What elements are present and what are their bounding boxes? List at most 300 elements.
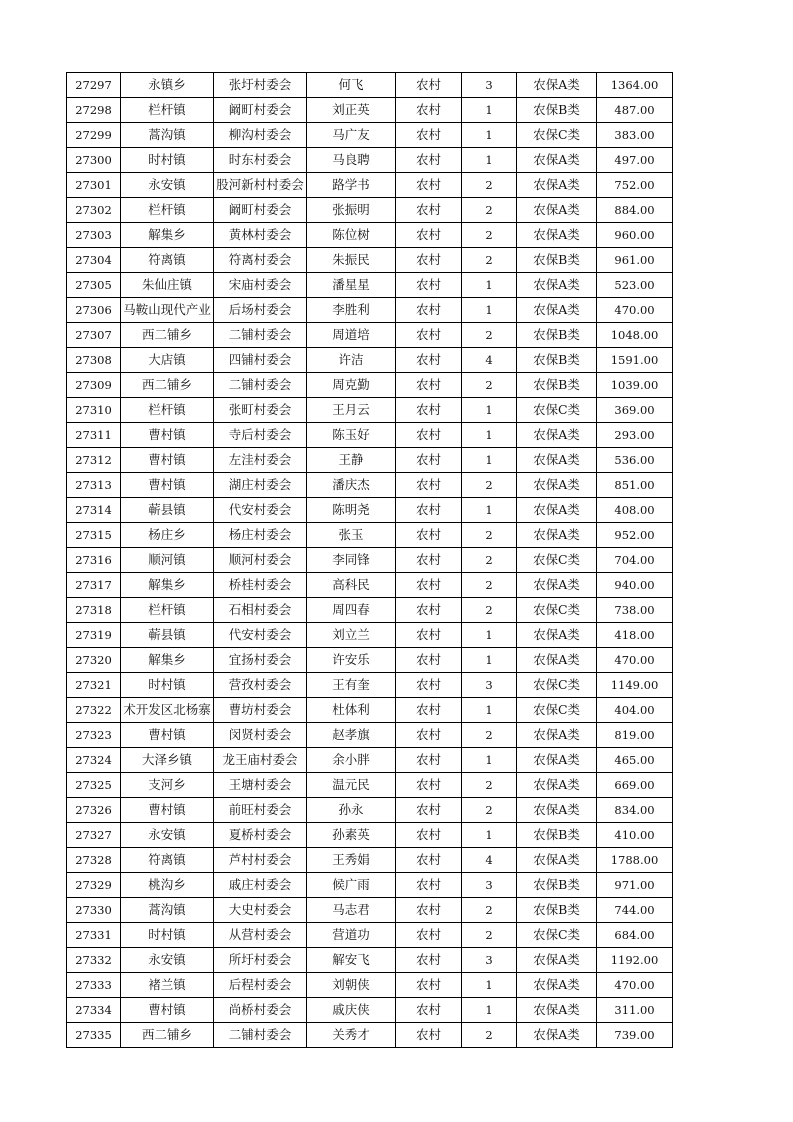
town-cell: 支河乡 bbox=[121, 773, 214, 798]
amount-cell: 383.00 bbox=[597, 123, 673, 148]
insurance-category-cell: 农保C类 bbox=[517, 923, 597, 948]
household-count-cell: 3 bbox=[462, 673, 517, 698]
village-committee-cell: 黄林村委会 bbox=[214, 223, 307, 248]
village-committee-cell: 二铺村委会 bbox=[214, 1023, 307, 1048]
household-count-cell: 2 bbox=[462, 523, 517, 548]
record-id-cell: 27324 bbox=[67, 748, 121, 773]
amount-cell: 523.00 bbox=[597, 273, 673, 298]
village-committee-cell: 代安村委会 bbox=[214, 623, 307, 648]
table-row bbox=[67, 1023, 673, 1048]
village-committee-cell: 股河新村村委会 bbox=[214, 173, 307, 198]
person-name-cell: 周克勤 bbox=[307, 373, 396, 398]
area-type-cell: 农村 bbox=[396, 473, 462, 498]
table-row bbox=[67, 773, 673, 798]
record-id-cell: 27309 bbox=[67, 373, 121, 398]
table-row bbox=[67, 348, 673, 373]
area-type-cell: 农村 bbox=[396, 698, 462, 723]
insurance-category-cell: 农保C类 bbox=[517, 123, 597, 148]
amount-cell: 465.00 bbox=[597, 748, 673, 773]
amount-cell: 669.00 bbox=[597, 773, 673, 798]
area-type-cell: 农村 bbox=[396, 1023, 462, 1048]
area-type-cell: 农村 bbox=[396, 298, 462, 323]
household-count-cell: 1 bbox=[462, 298, 517, 323]
amount-cell: 410.00 bbox=[597, 823, 673, 848]
village-committee-cell: 张圩村委会 bbox=[214, 73, 307, 98]
village-committee-cell: 芦村村委会 bbox=[214, 848, 307, 873]
record-id-cell: 27300 bbox=[67, 148, 121, 173]
amount-cell: 369.00 bbox=[597, 398, 673, 423]
household-count-cell: 1 bbox=[462, 98, 517, 123]
town-cell: 栏杆镇 bbox=[121, 98, 214, 123]
amount-cell: 738.00 bbox=[597, 598, 673, 623]
town-cell: 栏杆镇 bbox=[121, 198, 214, 223]
household-count-cell: 2 bbox=[462, 223, 517, 248]
table-row bbox=[67, 248, 673, 273]
household-count-cell: 3 bbox=[462, 73, 517, 98]
table-row bbox=[67, 723, 673, 748]
insurance-category-cell: 农保B类 bbox=[517, 873, 597, 898]
amount-cell: 961.00 bbox=[597, 248, 673, 273]
record-id-cell: 27310 bbox=[67, 398, 121, 423]
table-row bbox=[67, 323, 673, 348]
table-row bbox=[67, 98, 673, 123]
record-id-cell: 27317 bbox=[67, 573, 121, 598]
amount-cell: 884.00 bbox=[597, 198, 673, 223]
area-type-cell: 农村 bbox=[396, 148, 462, 173]
table-row bbox=[67, 448, 673, 473]
town-cell: 杨庄乡 bbox=[121, 523, 214, 548]
household-count-cell: 1 bbox=[462, 748, 517, 773]
village-committee-cell: 桥桂村委会 bbox=[214, 573, 307, 598]
insurance-category-cell: 农保A类 bbox=[517, 148, 597, 173]
table-row bbox=[67, 923, 673, 948]
person-name-cell: 杜体利 bbox=[307, 698, 396, 723]
person-name-cell: 许安乐 bbox=[307, 648, 396, 673]
town-cell: 西二铺乡 bbox=[121, 373, 214, 398]
amount-cell: 418.00 bbox=[597, 623, 673, 648]
village-committee-cell: 张町村委会 bbox=[214, 398, 307, 423]
person-name-cell: 陈位树 bbox=[307, 223, 396, 248]
person-name-cell: 何飞 bbox=[307, 73, 396, 98]
person-name-cell: 戚庆侠 bbox=[307, 998, 396, 1023]
table-row bbox=[67, 748, 673, 773]
table-row bbox=[67, 623, 673, 648]
table-row bbox=[67, 73, 673, 98]
table-row bbox=[67, 423, 673, 448]
area-type-cell: 农村 bbox=[396, 398, 462, 423]
insurance-category-cell: 农保A类 bbox=[517, 423, 597, 448]
person-name-cell: 潘星星 bbox=[307, 273, 396, 298]
amount-cell: 940.00 bbox=[597, 573, 673, 598]
village-committee-cell: 曹坊村委会 bbox=[214, 698, 307, 723]
village-committee-cell: 二铺村委会 bbox=[214, 373, 307, 398]
person-name-cell: 温元民 bbox=[307, 773, 396, 798]
insurance-category-cell: 农保A类 bbox=[517, 648, 597, 673]
records-table bbox=[66, 72, 673, 1048]
area-type-cell: 农村 bbox=[396, 198, 462, 223]
table-row bbox=[67, 573, 673, 598]
village-committee-cell: 夏桥村委会 bbox=[214, 823, 307, 848]
village-committee-cell: 阚町村委会 bbox=[214, 198, 307, 223]
person-name-cell: 路学书 bbox=[307, 173, 396, 198]
town-cell: 曹村镇 bbox=[121, 448, 214, 473]
record-id-cell: 27308 bbox=[67, 348, 121, 373]
area-type-cell: 农村 bbox=[396, 598, 462, 623]
record-id-cell: 27305 bbox=[67, 273, 121, 298]
insurance-category-cell: 农保A类 bbox=[517, 448, 597, 473]
person-name-cell: 解安飞 bbox=[307, 948, 396, 973]
amount-cell: 1788.00 bbox=[597, 848, 673, 873]
person-name-cell: 王月云 bbox=[307, 398, 396, 423]
table-row bbox=[67, 298, 673, 323]
record-id-cell: 27319 bbox=[67, 623, 121, 648]
table-row bbox=[67, 848, 673, 873]
amount-cell: 408.00 bbox=[597, 498, 673, 523]
amount-cell: 684.00 bbox=[597, 923, 673, 948]
town-cell: 永安镇 bbox=[121, 823, 214, 848]
amount-cell: 1364.00 bbox=[597, 73, 673, 98]
area-type-cell: 农村 bbox=[396, 798, 462, 823]
area-type-cell: 农村 bbox=[396, 423, 462, 448]
town-cell: 桃沟乡 bbox=[121, 873, 214, 898]
town-cell: 顺河镇 bbox=[121, 548, 214, 573]
household-count-cell: 1 bbox=[462, 698, 517, 723]
amount-cell: 497.00 bbox=[597, 148, 673, 173]
amount-cell: 470.00 bbox=[597, 973, 673, 998]
area-type-cell: 农村 bbox=[396, 448, 462, 473]
area-type-cell: 农村 bbox=[396, 748, 462, 773]
household-count-cell: 1 bbox=[462, 398, 517, 423]
insurance-category-cell: 农保A类 bbox=[517, 198, 597, 223]
village-committee-cell: 杨庄村委会 bbox=[214, 523, 307, 548]
person-name-cell: 余小胖 bbox=[307, 748, 396, 773]
village-committee-cell: 后程村委会 bbox=[214, 973, 307, 998]
person-name-cell: 候广雨 bbox=[307, 873, 396, 898]
insurance-category-cell: 农保C类 bbox=[517, 698, 597, 723]
area-type-cell: 农村 bbox=[396, 898, 462, 923]
record-id-cell: 27332 bbox=[67, 948, 121, 973]
table-row bbox=[67, 823, 673, 848]
amount-cell: 470.00 bbox=[597, 298, 673, 323]
town-cell: 曹村镇 bbox=[121, 473, 214, 498]
person-name-cell: 营道功 bbox=[307, 923, 396, 948]
village-committee-cell: 所圩村委会 bbox=[214, 948, 307, 973]
table-row bbox=[67, 148, 673, 173]
household-count-cell: 1 bbox=[462, 823, 517, 848]
area-type-cell: 农村 bbox=[396, 673, 462, 698]
insurance-category-cell: 农保C类 bbox=[517, 548, 597, 573]
record-id-cell: 27325 bbox=[67, 773, 121, 798]
household-count-cell: 2 bbox=[462, 598, 517, 623]
town-cell: 马鞍山现代产业 bbox=[121, 298, 214, 323]
record-id-cell: 27312 bbox=[67, 448, 121, 473]
area-type-cell: 农村 bbox=[396, 373, 462, 398]
insurance-category-cell: 农保A类 bbox=[517, 573, 597, 598]
household-count-cell: 1 bbox=[462, 623, 517, 648]
area-type-cell: 农村 bbox=[396, 98, 462, 123]
amount-cell: 404.00 bbox=[597, 698, 673, 723]
person-name-cell: 李同锋 bbox=[307, 548, 396, 573]
household-count-cell: 1 bbox=[462, 448, 517, 473]
village-committee-cell: 尚桥村委会 bbox=[214, 998, 307, 1023]
amount-cell: 960.00 bbox=[597, 223, 673, 248]
insurance-category-cell: 农保A类 bbox=[517, 223, 597, 248]
area-type-cell: 农村 bbox=[396, 73, 462, 98]
town-cell: 术开发区北杨寨 bbox=[121, 698, 214, 723]
town-cell: 时村镇 bbox=[121, 673, 214, 698]
record-id-cell: 27328 bbox=[67, 848, 121, 873]
village-committee-cell: 龙王庙村委会 bbox=[214, 748, 307, 773]
record-id-cell: 27306 bbox=[67, 298, 121, 323]
record-id-cell: 27320 bbox=[67, 648, 121, 673]
insurance-category-cell: 农保A类 bbox=[517, 1023, 597, 1048]
record-id-cell: 27329 bbox=[67, 873, 121, 898]
insurance-category-cell: 农保A类 bbox=[517, 173, 597, 198]
person-name-cell: 刘朝侠 bbox=[307, 973, 396, 998]
village-committee-cell: 石相村委会 bbox=[214, 598, 307, 623]
household-count-cell: 1 bbox=[462, 973, 517, 998]
area-type-cell: 农村 bbox=[396, 923, 462, 948]
village-committee-cell: 二铺村委会 bbox=[214, 323, 307, 348]
person-name-cell: 孙素英 bbox=[307, 823, 396, 848]
town-cell: 时村镇 bbox=[121, 923, 214, 948]
village-committee-cell: 寺后村委会 bbox=[214, 423, 307, 448]
record-id-cell: 27301 bbox=[67, 173, 121, 198]
person-name-cell: 潘庆杰 bbox=[307, 473, 396, 498]
town-cell: 蕲县镇 bbox=[121, 498, 214, 523]
household-count-cell: 1 bbox=[462, 423, 517, 448]
insurance-category-cell: 农保B类 bbox=[517, 373, 597, 398]
table-row bbox=[67, 223, 673, 248]
town-cell: 蒿沟镇 bbox=[121, 123, 214, 148]
record-id-cell: 27318 bbox=[67, 598, 121, 623]
village-committee-cell: 符离村委会 bbox=[214, 248, 307, 273]
town-cell: 永镇乡 bbox=[121, 73, 214, 98]
person-name-cell: 周道培 bbox=[307, 323, 396, 348]
village-committee-cell: 代安村委会 bbox=[214, 498, 307, 523]
table-row bbox=[67, 998, 673, 1023]
area-type-cell: 农村 bbox=[396, 623, 462, 648]
insurance-category-cell: 农保A类 bbox=[517, 473, 597, 498]
household-count-cell: 2 bbox=[462, 548, 517, 573]
insurance-category-cell: 农保A类 bbox=[517, 748, 597, 773]
village-committee-cell: 闵贤村委会 bbox=[214, 723, 307, 748]
amount-cell: 1048.00 bbox=[597, 323, 673, 348]
table-row bbox=[67, 123, 673, 148]
record-id-cell: 27302 bbox=[67, 198, 121, 223]
amount-cell: 971.00 bbox=[597, 873, 673, 898]
household-count-cell: 2 bbox=[462, 173, 517, 198]
record-id-cell: 27314 bbox=[67, 498, 121, 523]
town-cell: 曹村镇 bbox=[121, 798, 214, 823]
person-name-cell: 王秀娟 bbox=[307, 848, 396, 873]
village-committee-cell: 戚庄村委会 bbox=[214, 873, 307, 898]
table-row bbox=[67, 598, 673, 623]
village-committee-cell: 阚町村委会 bbox=[214, 98, 307, 123]
table-row bbox=[67, 673, 673, 698]
insurance-category-cell: 农保A类 bbox=[517, 773, 597, 798]
area-type-cell: 农村 bbox=[396, 173, 462, 198]
person-name-cell: 张玉 bbox=[307, 523, 396, 548]
town-cell: 蕲县镇 bbox=[121, 623, 214, 648]
record-id-cell: 27298 bbox=[67, 98, 121, 123]
amount-cell: 851.00 bbox=[597, 473, 673, 498]
insurance-category-cell: 农保B类 bbox=[517, 323, 597, 348]
household-count-cell: 3 bbox=[462, 948, 517, 973]
table-row bbox=[67, 398, 673, 423]
table-row bbox=[67, 473, 673, 498]
insurance-category-cell: 农保A类 bbox=[517, 273, 597, 298]
village-committee-cell: 柳沟村委会 bbox=[214, 123, 307, 148]
village-committee-cell: 湖庄村委会 bbox=[214, 473, 307, 498]
insurance-category-cell: 农保B类 bbox=[517, 348, 597, 373]
table-row bbox=[67, 698, 673, 723]
amount-cell: 744.00 bbox=[597, 898, 673, 923]
village-committee-cell: 顺河村委会 bbox=[214, 548, 307, 573]
amount-cell: 487.00 bbox=[597, 98, 673, 123]
amount-cell: 311.00 bbox=[597, 998, 673, 1023]
table-row bbox=[67, 973, 673, 998]
person-name-cell: 赵孝旗 bbox=[307, 723, 396, 748]
person-name-cell: 刘立兰 bbox=[307, 623, 396, 648]
village-committee-cell: 王塘村委会 bbox=[214, 773, 307, 798]
town-cell: 曹村镇 bbox=[121, 423, 214, 448]
insurance-category-cell: 农保B类 bbox=[517, 823, 597, 848]
amount-cell: 470.00 bbox=[597, 648, 673, 673]
village-committee-cell: 营孜村委会 bbox=[214, 673, 307, 698]
town-cell: 永安镇 bbox=[121, 948, 214, 973]
amount-cell: 1591.00 bbox=[597, 348, 673, 373]
insurance-category-cell: 农保B类 bbox=[517, 98, 597, 123]
record-id-cell: 27311 bbox=[67, 423, 121, 448]
area-type-cell: 农村 bbox=[396, 273, 462, 298]
town-cell: 时村镇 bbox=[121, 148, 214, 173]
town-cell: 褚兰镇 bbox=[121, 973, 214, 998]
area-type-cell: 农村 bbox=[396, 523, 462, 548]
household-count-cell: 2 bbox=[462, 198, 517, 223]
area-type-cell: 农村 bbox=[396, 973, 462, 998]
table-row bbox=[67, 523, 673, 548]
insurance-category-cell: 农保A类 bbox=[517, 998, 597, 1023]
amount-cell: 819.00 bbox=[597, 723, 673, 748]
table-row bbox=[67, 548, 673, 573]
area-type-cell: 农村 bbox=[396, 498, 462, 523]
amount-cell: 752.00 bbox=[597, 173, 673, 198]
household-count-cell: 1 bbox=[462, 148, 517, 173]
insurance-category-cell: 农保A类 bbox=[517, 298, 597, 323]
person-name-cell: 马良聘 bbox=[307, 148, 396, 173]
household-count-cell: 1 bbox=[462, 273, 517, 298]
person-name-cell: 张振明 bbox=[307, 198, 396, 223]
village-committee-cell: 大史村委会 bbox=[214, 898, 307, 923]
household-count-cell: 4 bbox=[462, 348, 517, 373]
person-name-cell: 马广友 bbox=[307, 123, 396, 148]
area-type-cell: 农村 bbox=[396, 348, 462, 373]
town-cell: 西二铺乡 bbox=[121, 323, 214, 348]
household-count-cell: 2 bbox=[462, 373, 517, 398]
household-count-cell: 2 bbox=[462, 723, 517, 748]
village-committee-cell: 宋庙村委会 bbox=[214, 273, 307, 298]
village-committee-cell: 左洼村委会 bbox=[214, 448, 307, 473]
record-id-cell: 27307 bbox=[67, 323, 121, 348]
record-id-cell: 27323 bbox=[67, 723, 121, 748]
record-id-cell: 27334 bbox=[67, 998, 121, 1023]
amount-cell: 704.00 bbox=[597, 548, 673, 573]
town-cell: 朱仙庄镇 bbox=[121, 273, 214, 298]
village-committee-cell: 时东村委会 bbox=[214, 148, 307, 173]
record-id-cell: 27326 bbox=[67, 798, 121, 823]
amount-cell: 1149.00 bbox=[597, 673, 673, 698]
household-count-cell: 2 bbox=[462, 323, 517, 348]
insurance-category-cell: 农保A类 bbox=[517, 73, 597, 98]
village-committee-cell: 从营村委会 bbox=[214, 923, 307, 948]
person-name-cell: 马志君 bbox=[307, 898, 396, 923]
household-count-cell: 2 bbox=[462, 923, 517, 948]
area-type-cell: 农村 bbox=[396, 823, 462, 848]
town-cell: 解集乡 bbox=[121, 648, 214, 673]
area-type-cell: 农村 bbox=[396, 323, 462, 348]
household-count-cell: 2 bbox=[462, 248, 517, 273]
insurance-category-cell: 农保A类 bbox=[517, 523, 597, 548]
insurance-category-cell: 农保A类 bbox=[517, 948, 597, 973]
record-id-cell: 27315 bbox=[67, 523, 121, 548]
record-id-cell: 27303 bbox=[67, 223, 121, 248]
record-id-cell: 27335 bbox=[67, 1023, 121, 1048]
person-name-cell: 许洁 bbox=[307, 348, 396, 373]
household-count-cell: 2 bbox=[462, 898, 517, 923]
area-type-cell: 农村 bbox=[396, 248, 462, 273]
table-row bbox=[67, 648, 673, 673]
person-name-cell: 刘正英 bbox=[307, 98, 396, 123]
area-type-cell: 农村 bbox=[396, 548, 462, 573]
amount-cell: 1039.00 bbox=[597, 373, 673, 398]
table-row bbox=[67, 798, 673, 823]
table-body bbox=[67, 73, 673, 1048]
insurance-category-cell: 农保A类 bbox=[517, 623, 597, 648]
area-type-cell: 农村 bbox=[396, 998, 462, 1023]
area-type-cell: 农村 bbox=[396, 123, 462, 148]
record-id-cell: 27327 bbox=[67, 823, 121, 848]
village-committee-cell: 宜扬村委会 bbox=[214, 648, 307, 673]
town-cell: 栏杆镇 bbox=[121, 398, 214, 423]
insurance-category-cell: 农保B类 bbox=[517, 248, 597, 273]
area-type-cell: 农村 bbox=[396, 848, 462, 873]
household-count-cell: 2 bbox=[462, 798, 517, 823]
table-row bbox=[67, 198, 673, 223]
table-row bbox=[67, 173, 673, 198]
person-name-cell: 王有奎 bbox=[307, 673, 396, 698]
household-count-cell: 1 bbox=[462, 498, 517, 523]
person-name-cell: 周四春 bbox=[307, 598, 396, 623]
household-count-cell: 2 bbox=[462, 573, 517, 598]
record-id-cell: 27313 bbox=[67, 473, 121, 498]
town-cell: 蒿沟镇 bbox=[121, 898, 214, 923]
area-type-cell: 农村 bbox=[396, 773, 462, 798]
record-id-cell: 27331 bbox=[67, 923, 121, 948]
town-cell: 符离镇 bbox=[121, 848, 214, 873]
household-count-cell: 1 bbox=[462, 998, 517, 1023]
insurance-category-cell: 农保A类 bbox=[517, 848, 597, 873]
amount-cell: 536.00 bbox=[597, 448, 673, 473]
town-cell: 曹村镇 bbox=[121, 998, 214, 1023]
household-count-cell: 1 bbox=[462, 123, 517, 148]
person-name-cell: 陈玉好 bbox=[307, 423, 396, 448]
table-row bbox=[67, 948, 673, 973]
household-count-cell: 3 bbox=[462, 873, 517, 898]
insurance-category-cell: 农保A类 bbox=[517, 498, 597, 523]
household-count-cell: 1 bbox=[462, 648, 517, 673]
record-id-cell: 27330 bbox=[67, 898, 121, 923]
